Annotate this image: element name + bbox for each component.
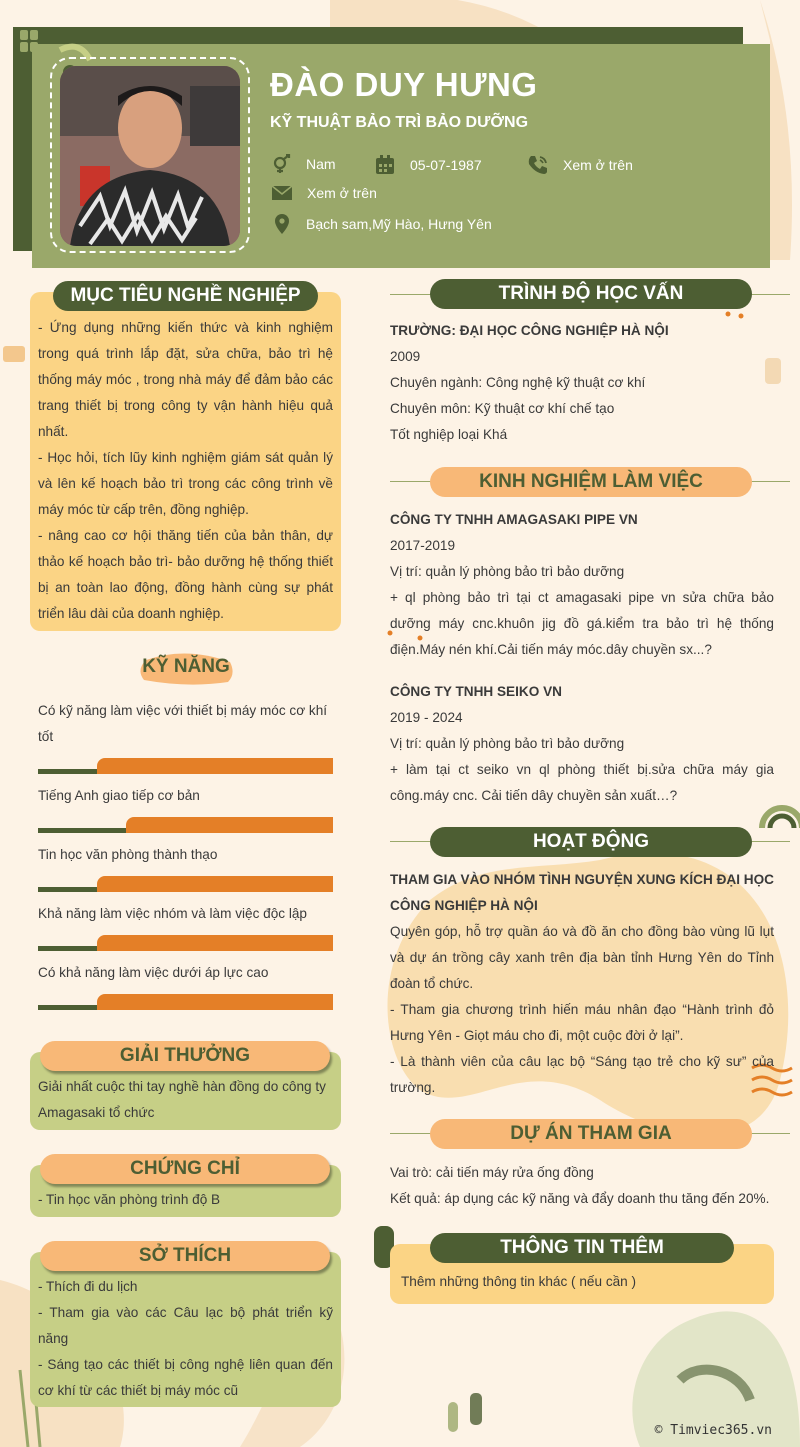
phone-value: Xem ở trên: [563, 157, 633, 173]
school-name: TRƯỜNG: ĐẠI HỌC CÔNG NGHIỆP HÀ NỘI: [390, 323, 669, 338]
skill-level-bar: [38, 758, 333, 774]
activity-org: THAM GIA VÀO NHÓM TÌNH NGUYỆN XUNG KÍCH ĐẠI HỌC CÔNG NGHIỆP HÀ NỘI: [390, 872, 774, 913]
graduation-year: 2009: [390, 349, 421, 364]
awards-title: GIẢI THƯỞNG: [40, 1041, 330, 1071]
skill-bar-fill: [97, 876, 333, 892]
hobby-item: - Sáng tạo các thiết bị công nghệ liên quan đến cơ khí từ các thiết bị máy móc cũ: [38, 1357, 333, 1398]
birthday-value: 05-07-1987: [410, 157, 482, 173]
experience-job: [390, 679, 774, 809]
skill-bar-fill: [126, 817, 333, 833]
job-position: Vị trí: quản lý phòng bảo trì bảo dưỡng: [390, 736, 625, 751]
job-description: + ql phòng bảo trì tại ct amagasaki pipe vn sửa chữa bảo dưỡng máy cnc.khuôn jig đồ gá.kiểm tra bảo trì hệ thống điện.Máy nén khí.Cải tiến máy móc.dây chuyền sx...?: [390, 590, 774, 657]
objective-text: [38, 315, 333, 627]
activities-title: HOẠT ĐỘNG: [430, 827, 752, 857]
job-period: 2017-2019: [390, 538, 456, 553]
experience-title: KINH NGHIỆM LÀM VIỆC: [430, 467, 752, 497]
location-pin-icon: [272, 213, 292, 235]
company-name: CÔNG TY TNHH AMAGASAKI PIPE VN: [390, 512, 638, 527]
company-name: CÔNG TY TNHH SEIKO VN: [390, 684, 562, 699]
major: Chuyên ngành: Công nghệ kỹ thuật cơ khí: [390, 375, 646, 390]
job-description: + làm tại ct seiko vn ql phòng thiết bị.sửa chữa máy gia công.máy cnc. Cải tiến dây chuyền sản xuất…?: [390, 762, 774, 803]
skill-bar-fill: [97, 758, 333, 774]
hobby-item: - Thích đi du lịch: [38, 1279, 138, 1294]
objective-paragraph: - nâng cao cơ hội thăng tiến của bản thân, dự thảo kế hoạch bảo trì- bảo dưỡng hệ thống thiết bị an toàn lao động, đồng hành cùng sự phát triển lâu dài của doanh nghiệp.: [38, 528, 333, 621]
skill-level-bar: [38, 994, 333, 1010]
specialty: Chuyên môn: Kỹ thuật cơ khí chế tạo: [390, 401, 615, 416]
awards-text: Giải nhất cuộc thi tay nghề hàn đồng do công ty Amagasaki tổ chức: [38, 1079, 326, 1120]
skill-label: Tin học văn phòng thành thạo: [38, 847, 218, 862]
activities-details: [390, 867, 774, 1101]
email-row: [271, 184, 377, 202]
objective-paragraph: - Học hỏi, tích lũy kinh nghiệm giám sát quản lý và lên kế hoạch bảo trì trong các công trình về máy móc từ cấp trên, đồng nghiệp.: [38, 450, 333, 517]
skill-label: Có kỹ năng làm việc với thiết bị máy móc cơ khí tốt: [38, 703, 328, 744]
activity-paragraph: - Tham gia chương trình hiến máu nhân đạo “Hành trình đỏ Hưng Yên - Giọt máu cho đi, một cuộc đời ở lại”.: [390, 1002, 774, 1043]
address-row: [272, 213, 492, 235]
avatar: [60, 66, 240, 246]
extra-text: Thêm những thông tin khác ( nếu cần ): [401, 1274, 637, 1289]
gender-value: Nam: [306, 156, 336, 172]
grade: Tốt nghiệp loại Khá: [390, 427, 508, 442]
skill-label: Tiếng Anh giao tiếp cơ bản: [38, 788, 200, 803]
hobby-item: - Tham gia vào các Câu lạc bộ phát triển kỹ năng: [38, 1305, 333, 1346]
avatar-photo: [60, 66, 240, 246]
education-details: [390, 318, 774, 448]
experience-job: [390, 507, 774, 663]
education-title: TRÌNH ĐỘ HỌC VẤN: [430, 279, 752, 309]
skill-label: Có khả năng làm việc dưới áp lực cao: [38, 965, 269, 980]
job-period: 2019 - 2024: [390, 710, 463, 725]
candidate-name: ĐÀO DUY HƯNG: [270, 66, 538, 103]
email-icon: [271, 184, 293, 202]
email-value: Xem ở trên: [307, 185, 377, 201]
extra-title: THÔNG TIN THÊM: [430, 1233, 734, 1263]
skills-title: KỸ NĂNG: [142, 656, 230, 677]
phone-row: [527, 154, 633, 176]
gender-row: [272, 154, 336, 174]
gender-icon: [272, 154, 292, 174]
skill-level-bar: [38, 876, 333, 892]
job-title: KỸ THUẬT BẢO TRÌ BẢO DƯỠNG: [270, 114, 529, 131]
skill-level-bar: [38, 817, 333, 833]
birthday-row: [374, 154, 482, 176]
hobbies-list: [38, 1274, 333, 1404]
skill-bar-fill: [97, 994, 333, 1010]
footer-copyright: © Timviec365.vn: [654, 1423, 772, 1438]
skill-level-bar: [38, 935, 333, 951]
job-position: Vị trí: quản lý phòng bảo trì bảo dưỡng: [390, 564, 625, 579]
objective-title: MỤC TIÊU NGHỀ NGHIỆP: [53, 281, 318, 311]
certificates-text: - Tin học văn phòng trình độ B: [38, 1192, 221, 1207]
calendar-icon: [374, 154, 396, 176]
projects-title: DỰ ÁN THAM GIA: [430, 1119, 752, 1149]
objective-paragraph: - Ứng dụng những kiến thức và kinh nghiệm trong quá trình lắp đặt, sửa chữa, bảo trì hệ thống máy móc , trong nhà máy để đảm bảo các trang thiết bị trong công ty vận hành hiệu quả nhất.: [38, 320, 333, 439]
certificates-title: CHỨNG CHỈ: [40, 1154, 330, 1184]
activity-paragraph: Quyên góp, hỗ trợ quần áo và đồ ăn cho đồng bào vùng lũ lụt và dự án trồng cây xanh trên địa bàn tỉnh Hưng Yên do Tỉnh đoàn tổ chức.: [390, 924, 774, 991]
project-role: Vai trò: cải tiến máy rửa ống đồng: [390, 1165, 594, 1180]
projects-details: [390, 1160, 790, 1212]
skill-bar-fill: [97, 935, 333, 951]
activity-paragraph: - Là thành viên của câu lạc bộ “Sáng tạo trẻ cho kỹ sư” của trường.: [390, 1054, 774, 1095]
phone-icon: [527, 154, 549, 176]
hobbies-title: SỞ THÍCH: [40, 1241, 330, 1271]
skill-label: Khả năng làm việc nhóm và làm việc độc lập: [38, 906, 307, 921]
address-value: Bạch sam,Mỹ Hào, Hưng Yên: [306, 216, 492, 232]
project-result: Kết quả: áp dụng các kỹ năng và đẩy doanh thu tăng đến 20%.: [390, 1191, 770, 1206]
